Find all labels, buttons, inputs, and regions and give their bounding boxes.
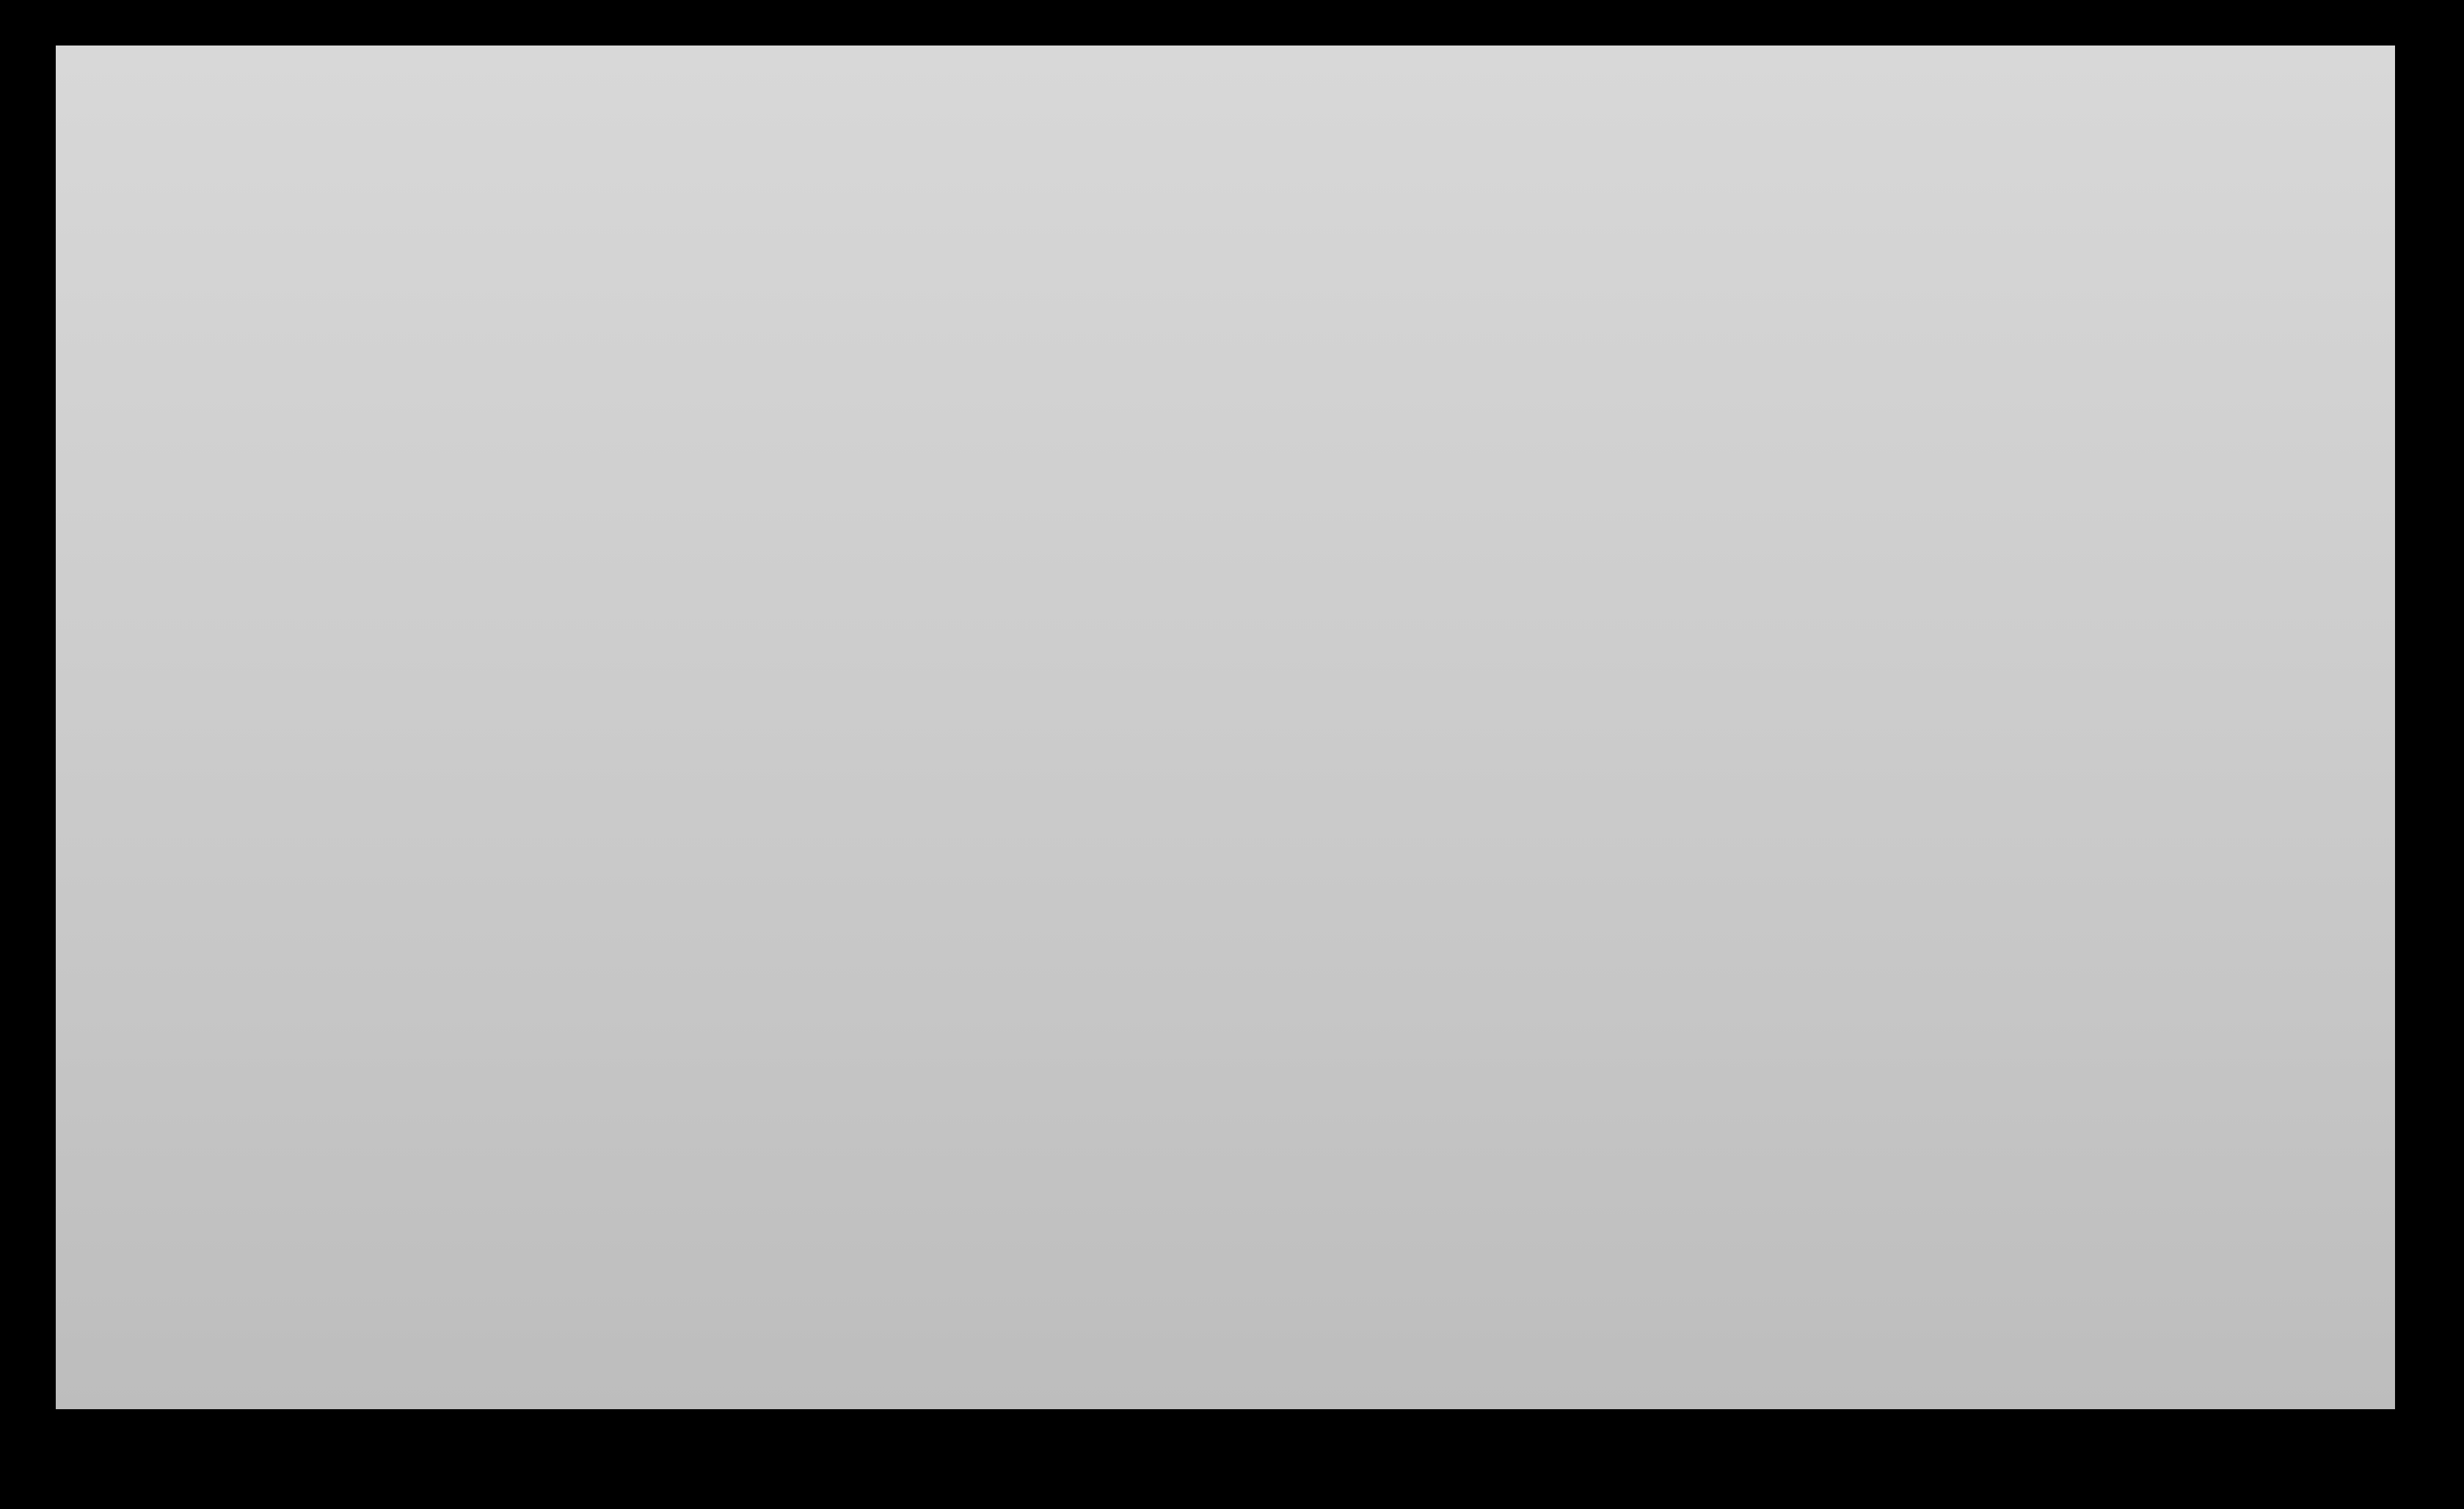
workers-and-estate-section (56, 390, 2395, 934)
crops-table (56, 46, 2395, 390)
census-card (56, 46, 2395, 1409)
lease-table (56, 882, 2395, 1409)
